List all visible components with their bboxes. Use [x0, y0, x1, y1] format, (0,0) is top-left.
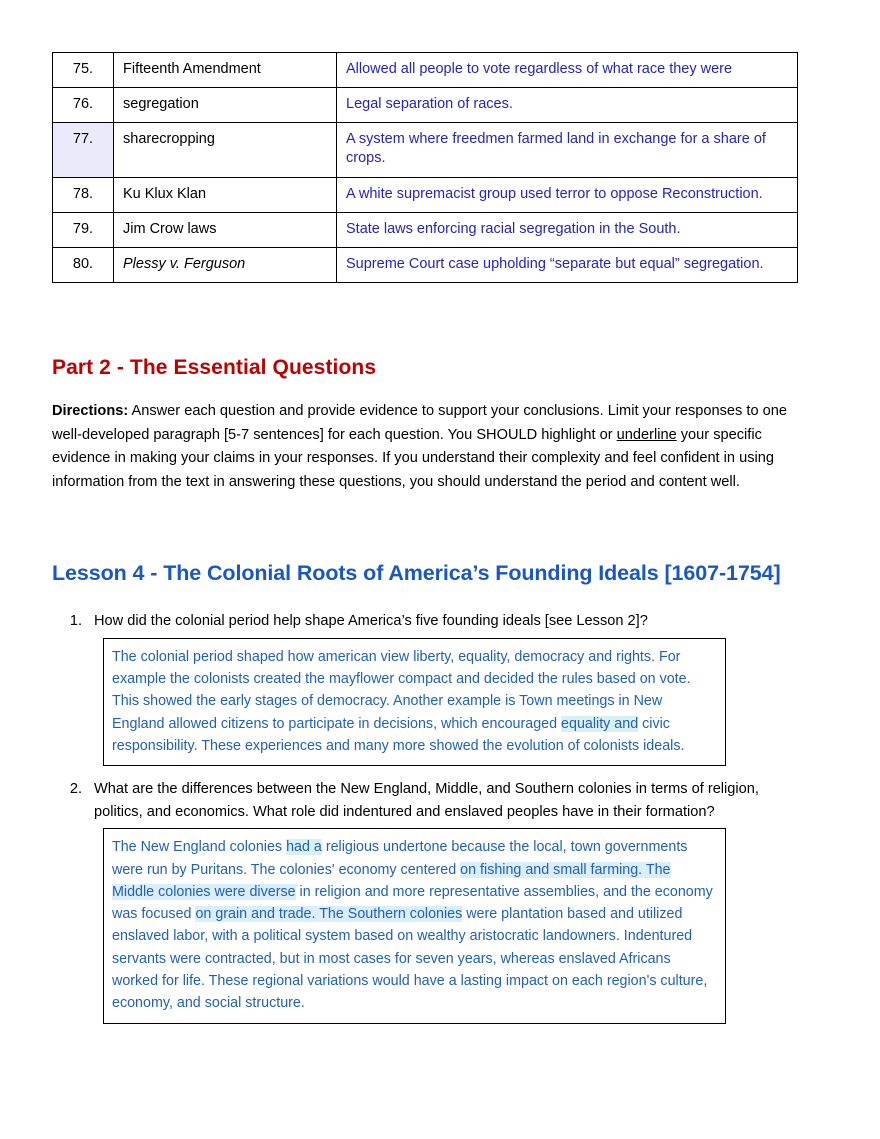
vocab-row-number: 79.: [53, 212, 114, 247]
question-2-answer-text[interactable]: [112, 836, 715, 1014]
vocabulary-table-container: [52, 52, 798, 283]
vocab-definition[interactable]: State laws enforcing racial segregation in the South.: [337, 212, 798, 247]
directions-text-part-2: your specific evidence in making your claims in your responses. If you understand their complexity and feel confident in using information from the text in answering these questions, you should understand the period and content well.: [52, 426, 774, 490]
part-2-heading: Part 2 - The Essential Questions: [52, 356, 377, 379]
answer-text-segment: in religion and more representative assemblies, and the economy was focused: [112, 883, 713, 923]
table-row: [53, 177, 798, 212]
vocab-row-number: 75.: [53, 53, 114, 88]
table-row: [53, 247, 798, 282]
vocab-term: Plessy v. Ferguson: [114, 247, 337, 282]
highlighted-evidence: on grain and trade. The Southern colonies: [195, 906, 463, 923]
vocabulary-table-body: [53, 53, 798, 283]
question-1-block: [52, 610, 812, 766]
vocab-term: sharecropping: [114, 123, 337, 177]
vocab-row-number: 78.: [53, 177, 114, 212]
lesson-4-heading: Lesson 4 - The Colonial Roots of America’s Founding Ideals [1607-1754]: [52, 561, 781, 585]
answer-text-segment: civic responsibility. These experiences and many more showed the evolution of colonists ideals.: [112, 715, 685, 754]
answer-text-segment: were plantation based and utilized enslaved labor, with a political system based on wealthy aristocratic landowners. Indentured servants were contracted, but in most cases for seven years, whereas enslaved Africans worked for life. These regional variations would have a lasting impact on each region's culture, economy, and social structure.: [112, 906, 708, 1012]
vocab-row-number: 76.: [53, 88, 114, 123]
highlighted-evidence: had a: [286, 839, 322, 856]
table-row: [53, 88, 798, 123]
question-1-answer-box[interactable]: [103, 638, 726, 766]
question-2-answer-box[interactable]: [103, 828, 726, 1023]
vocab-definition[interactable]: A system where freedmen farmed land in exchange for a share of crops.: [337, 123, 798, 177]
question-2-number: 2.: [69, 781, 82, 797]
vocab-definition[interactable]: Legal separation of races.: [337, 88, 798, 123]
vocab-row-number: 77.: [53, 123, 114, 177]
vocab-term: Jim Crow laws: [114, 212, 337, 247]
directions-label: Directions:: [52, 403, 129, 419]
vocab-definition[interactable]: Supreme Court case upholding “separate but equal” segregation.: [337, 247, 798, 282]
directions-text-part-1: Answer each question and provide evidence to support your conclusions. Limit your responses to one well-developed paragraph [5-7 sentences] for each question. You SHOULD highlight or: [52, 403, 787, 443]
vocab-definition[interactable]: Allowed all people to vote regardless of what race they were: [337, 53, 798, 88]
question-2-row: [52, 778, 812, 823]
answer-text-segment: The colonial period shaped how american view liberty, equality, democracy and rights. For example the colonists created the mayflower compact and decided the rules based on vote. This showed the early stages of democracy. Another example is Town meetings in New England allowed citizens to participate in decisions, which encouraged: [112, 648, 691, 732]
answer-text-segment: The New England colonies: [112, 839, 287, 856]
table-row: [53, 53, 798, 88]
table-row: [53, 123, 798, 177]
question-1-row: [52, 610, 812, 633]
vocab-row-number: 80.: [53, 247, 114, 282]
highlighted-evidence: on fishing and small farming. The Middle colonies were diverse: [112, 861, 671, 900]
table-row: [53, 212, 798, 247]
vocabulary-table: [52, 52, 798, 283]
directions-paragraph: [52, 400, 807, 495]
vocab-term: Ku Klux Klan: [114, 177, 337, 212]
question-2-prompt: What are the differences between the New England, Middle, and Southern colonies in terms of religion, politics, and economics. What role did indentured and enslaved peoples have in their formation?: [94, 781, 759, 820]
question-1-prompt: How did the colonial period help shape America’s five founding ideals [see Lesson 2]?: [94, 613, 648, 629]
answer-text-segment: religious undertone because the local, town governments were run by Puritans. The colonies' economy centered: [112, 839, 688, 878]
vocab-term: segregation: [114, 88, 337, 123]
question-1-number: 1.: [69, 613, 82, 629]
highlighted-evidence: equality and: [561, 715, 639, 732]
vocab-definition[interactable]: A white supremacist group used terror to oppose Reconstruction.: [337, 177, 798, 212]
question-2-block: [52, 778, 812, 1024]
vocab-term: Fifteenth Amendment: [114, 53, 337, 88]
directions-underlined-word: underline: [616, 426, 677, 443]
question-1-answer-text[interactable]: [112, 646, 715, 757]
